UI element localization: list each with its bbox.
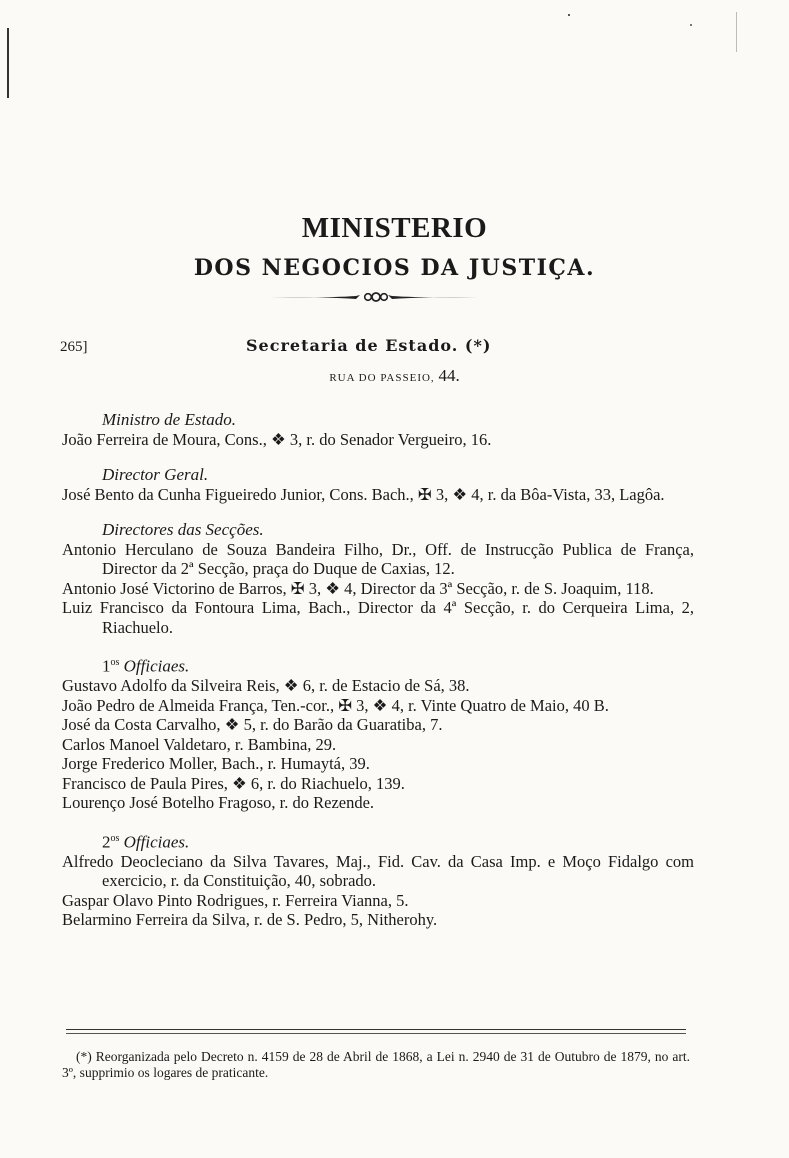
scan-edge-mark	[736, 12, 737, 52]
list-item: Carlos Manoel Valdetaro, r. Bambina, 29.	[62, 734, 337, 754]
list-item: Alfredo Deocleciano da Silva Tavares, Maj., Fid. Cav. da Casa Imp. e Moço Fidalgo com exercicio, r. da Constituição, 40, sobrado.	[62, 851, 694, 891]
directory-body	[62, 410, 694, 930]
footnote-divider	[66, 1029, 686, 1030]
address-number: 44.	[438, 366, 460, 385]
heading-ordinal-suffix: os	[110, 657, 120, 668]
list-item: João Pedro de Almeida França, Ten.-cor., ✠ 3, ❖ 4, r. Vinte Quatro de Maio, 40 B.	[62, 695, 609, 715]
group-heading: Directores das Secções.	[102, 520, 264, 539]
heading-ordinal-suffix: os	[110, 832, 120, 844]
section-header	[60, 336, 740, 363]
footnote: (*) Reorganizada pelo Decreto n. 4159 de 28 de Abril de 1868, a Lei n. 2940 de 31 de Outubro de 1879, no art. 3º, supprimio os logares de praticante.	[62, 1049, 690, 1080]
address-street: RUA DO PASSEIO,	[329, 372, 435, 384]
ornament-divider-icon	[268, 290, 480, 304]
heading-ordinal: 2	[102, 832, 111, 852]
list-item: Belarmino Ferreira da Silva, r. de S. Pedro, 5, Nitherohy.	[62, 910, 438, 930]
list-item: João Ferreira de Moura, Cons., ❖ 3, r. do Senador Vergueiro, 16.	[62, 429, 492, 449]
list-item: José Bento da Cunha Figueiredo Junior, Cons. Bach., ✠ 3, ❖ 4, r. da Bôa-Vista, 33, Lagôa.	[62, 484, 665, 504]
list-item: Luiz Francisco da Fontoura Lima, Bach., Director da 4ª Secção, r. do Cerqueira Lima, 2, Riachuelo.	[62, 598, 694, 637]
list-item: Francisco de Paula Pires, ❖ 6, r. do Riachuelo, 139.	[62, 773, 405, 793]
heading-label: Officiaes.	[123, 832, 190, 852]
scan-edge-mark	[7, 28, 9, 98]
list-item: Antonio José Victorino de Barros, ✠ 3, ❖ 4, Director da 3ª Secção, r. de S. Joaquim, 118.	[62, 578, 654, 598]
ministry-subtitle: DOS NEGOCIOS DA JUSTIÇA.	[193, 255, 596, 281]
section-title: Secretaria de Estado. (*)	[246, 336, 492, 355]
group-heading: Director Geral.	[102, 465, 209, 484]
ministry-title: MINISTERIO	[301, 212, 488, 244]
group-heading	[62, 829, 694, 852]
heading-label: Officiaes.	[123, 656, 190, 676]
heading-ordinal: 1	[102, 656, 111, 676]
group-heading	[62, 653, 694, 676]
footnote-divider	[66, 1033, 686, 1034]
list-item: Antonio Herculano de Souza Bandeira Filho, Dr., Off. de Instrucção Publica de França, Director da 2ª Secção, praça do Duque de Caxias, 12.	[62, 539, 694, 578]
list-item: Jorge Frederico Moller, Bach., r. Humaytá, 39.	[62, 754, 370, 774]
list-item: José da Costa Carvalho, ❖ 5, r. do Barão da Guaratiba, 7.	[62, 715, 443, 735]
scan-speck	[690, 24, 692, 26]
group-heading: Ministro de Estado.	[102, 410, 236, 429]
section-address	[0, 366, 789, 386]
scan-speck	[568, 14, 570, 16]
list-item: Gustavo Adolfo da Silveira Reis, ❖ 6, r. de Estacio de Sá, 38.	[62, 676, 470, 696]
list-item: Gaspar Olavo Pinto Rodrigues, r. Ferreira Vianna, 5.	[62, 890, 409, 910]
list-item: Lourenço José Botelho Fragoso, r. do Rezende.	[62, 793, 375, 813]
page-number: 265]	[60, 339, 88, 355]
